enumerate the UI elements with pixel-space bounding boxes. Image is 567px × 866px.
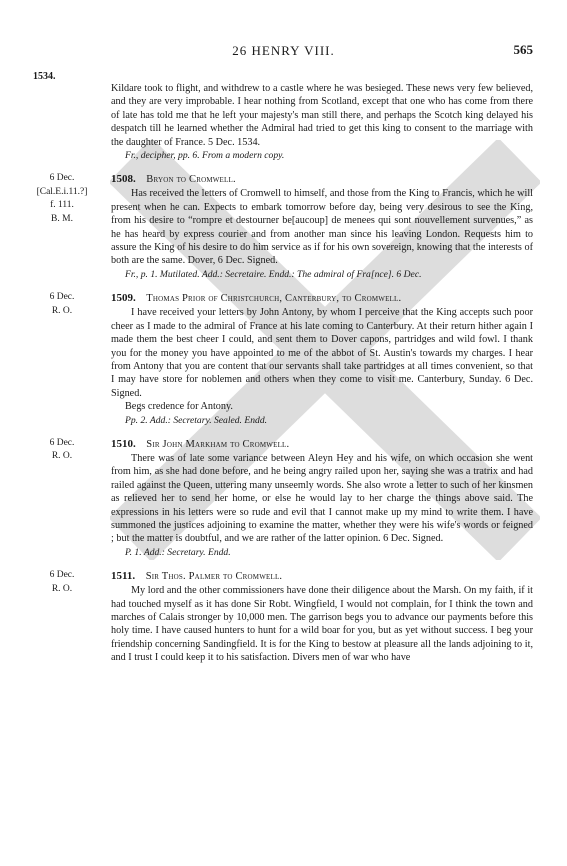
running-title: 26 HENRY VIII.	[232, 43, 335, 58]
margin-date: 6 Dec.	[49, 570, 75, 581]
entry-title: Thomas Prior of Christchurch, Canterbury, to Cromwell.	[146, 293, 402, 305]
margin-repository: R. O.	[51, 305, 73, 316]
continuation-text: Kildare took to flight, and withdrew to a castle where he was besieged. These news very few believed, and they are very improbable. I hear nothing from Scotland, except that one who has come from there of late has told me that he left your majesty's man still there, and perhaps the Scotch king delayed his despatch till he learned whether the Admiral had tried to get this king to consent to the marriage with the daughter of France. 5 Dec. 1534.	[111, 83, 533, 148]
entry-title: Sir John Markham to Cromwell.	[146, 438, 290, 450]
entry-number: 1511.	[111, 570, 136, 583]
entry-number: 1510.	[111, 437, 136, 450]
entry-number: 1508.	[111, 173, 136, 186]
entry-body: I have received your letters by John Antony, by whom I perceive that the King accepts such poor cheer as I made to the admiral of France at his late coming to Canterbury. At their return hither again I made them the best cheer I could, and sent them to Dover capons, partridges and wild fowl. I thank you for the money you have appointed to me of the abbot of St. Austin's towards my charges. I hear from Antony that you are content that our servants shall take partridges at all times convenient, so that I may have store for noblemen and others when they come to visit me. Canterbury, Sunday. 6 Dec. Signed.	[111, 307, 533, 399]
entry-title: Bryon to Cromwell.	[146, 174, 236, 186]
margin-notes	[33, 291, 91, 318]
entry-heading	[111, 569, 533, 584]
margin-folio: f. 111.	[50, 200, 74, 211]
calendar-entry-1510	[33, 437, 533, 559]
margin-repository: R. O.	[51, 451, 73, 462]
entry-note: Fr., p. 1. Mutilated. Add.: Secretaire. Endd.: The admiral of Fra[nce]. 6 Dec.	[125, 268, 422, 280]
entry-number: 1509.	[111, 292, 136, 305]
entry-heading	[111, 291, 533, 306]
entry-extra: Begs credence for Antony.	[125, 401, 233, 413]
entry-heading	[111, 172, 533, 187]
margin-notes	[33, 569, 91, 596]
running-header	[0, 42, 567, 62]
margin-notes	[33, 172, 91, 226]
margin-date: 6 Dec.	[49, 173, 75, 184]
entry-heading	[111, 437, 533, 452]
margin-date: 6 Dec.	[49, 292, 75, 303]
margin-reference: [Cal.E.i.11.?]	[36, 186, 88, 197]
continuation-note: Fr., decipher, pp. 6. From a modern copy.	[125, 150, 285, 162]
margin-repository: R. O.	[51, 583, 73, 594]
entry-title: Sir Thos. Palmer to Cromwell.	[145, 571, 283, 583]
entry-body: Has received the letters of Cromwell to himself, and those from the King to Francis, which he will present when he can. Expects to embark tomorrow before day, being very desirous to see the King, from his desire to “rompre et destourner be[aucoup] de menees qui sont nouvellement survenues,” as he has heard by express courier and from another man since his leaving London. Requests him to assure the King of his desire to do him service as if for his own sovereign, knowing that the interests of both are the same. Dover, 6 Dec. Signed.	[111, 188, 533, 267]
margin-date: 6 Dec.	[49, 437, 75, 448]
entry-body: My lord and the other commissioners have done their diligence about the Marsh. On my faith, if it had touched myself as it has done Sir Robt. Wingfield, I would not complain, for I think the town and marches of Calais stronger by 10,000 men. The garrison begs you to advance our payments before this holy time. I have caused hunters to hunt for a wild boar for you, but as yet without success. I beg your friendship concerning Sandingfield. It is for the King to bestow at pleasure all the lands adjoining to it, and I trust I could keep it to his satisfaction. Divers men of war who have	[111, 585, 533, 664]
calendar-entry-1511	[33, 569, 533, 664]
margin-repository: B. M.	[51, 213, 73, 224]
entry-note: Pp. 2. Add.: Secretary. Sealed. Endd.	[125, 414, 268, 426]
calendar-entry-1509	[33, 291, 533, 427]
entry-body: There was of late some variance between Aleyn Hey and his wife, on which occasion she went from him, as she had done before, and he being angry railed upon her, saying she was a tratrix and had railed against the Queen, uttering many unseemly words. She also wrote a letter to such of her kinsmen as relieved her to send her home, or else he would lay to her charge the things above said. The expressions in his letters were so rude and evil that I cannot make up my mind to write them. I have summoned the justices adjoining to examine the matter, whether they were his wife's words or feigned ; but the matter is doubtful, and we are rather of the latter opinion. 6 Dec. Signed.	[111, 452, 533, 545]
entry-note: P. 1. Add.: Secretary. Endd.	[125, 546, 231, 558]
continuation-block	[111, 82, 533, 162]
year-label: 1534.	[33, 71, 56, 82]
calendar-entry-1508	[33, 172, 533, 281]
document-body	[33, 82, 533, 665]
margin-notes	[33, 437, 91, 464]
page-number: 565	[513, 42, 533, 57]
